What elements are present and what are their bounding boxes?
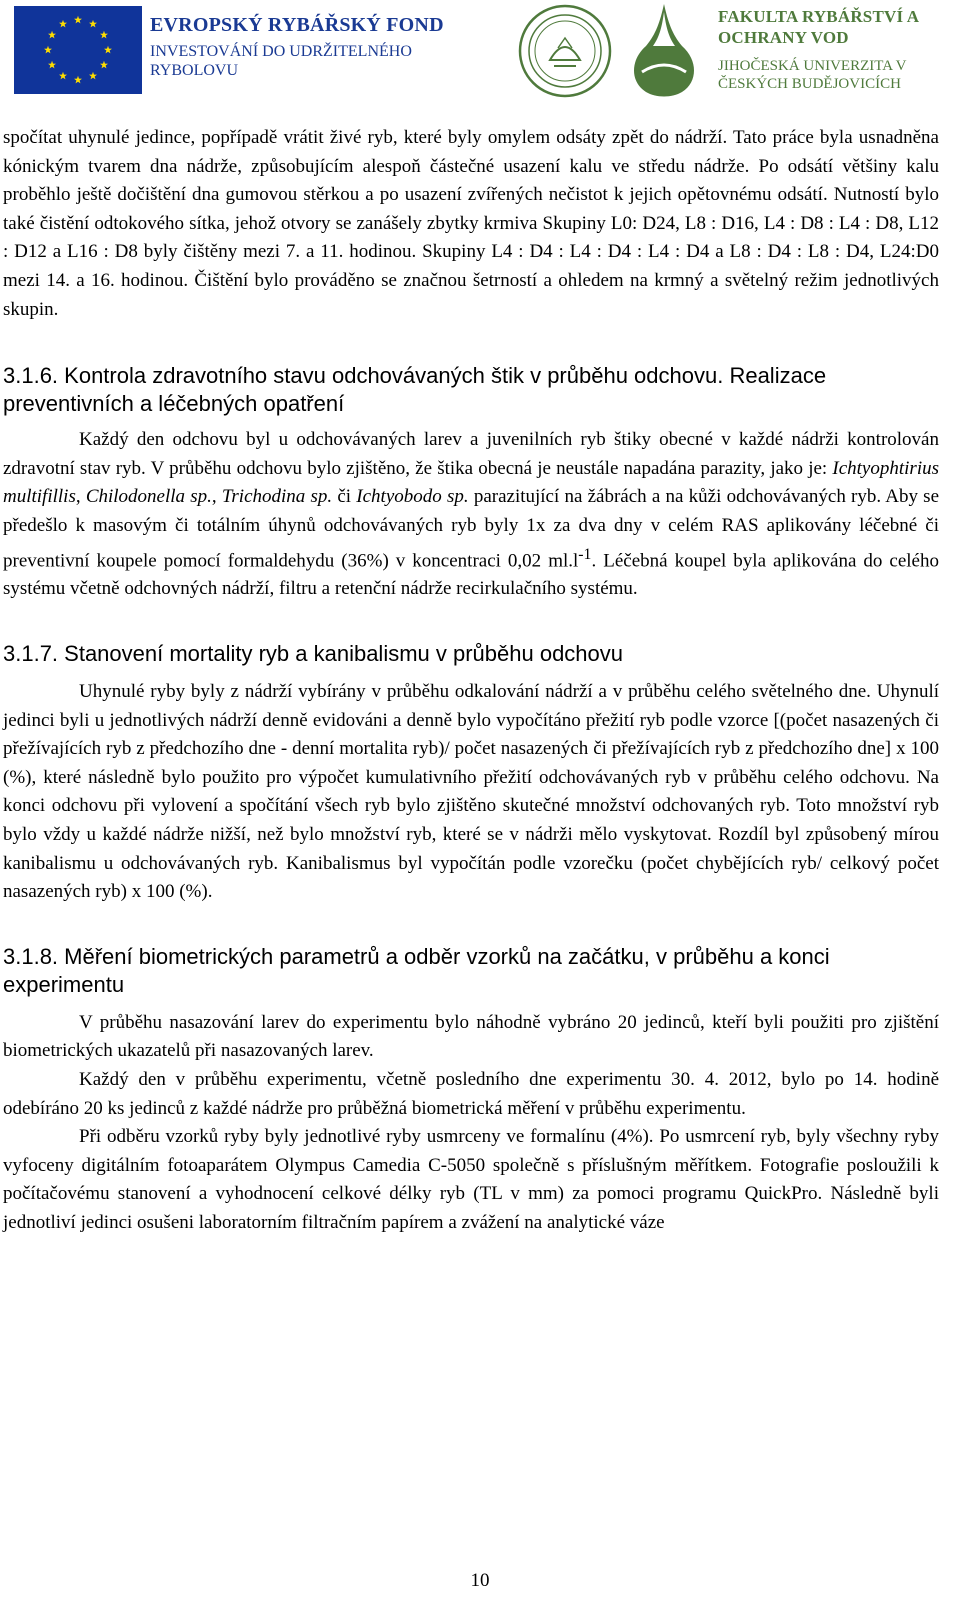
section-3-1-8-paragraph-2: Každý den v průběhu experimentu, včetně posledního dne experimentu 30. 4. 2012, bylo po 14. hodině odebíráno 20 ks jedinců z každé nádrže pro průběžná biometrická měření v průběhu experimentu.: [3, 1068, 939, 1119]
text-run: Každý den odchovu byl u odchovávaných larev a juvenilních ryb štiky obecné v každé nádrži kontrolován zdravotní stav ryb. V průběhu odchovu bylo zjištěno, že štika obecná je neustále napadána parazity, jako je:: [3, 429, 939, 479]
section-3-1-7-paragraph: Uhynulé ryby byly z nádrží vybírány v průběhu odkalování nádrží a v průběhu celého světelného dne. Uhynulí jedinci byli u jednotlivých nádrží denně evidováni a denně bylo vypočítáno přežití ryb podle vzorce [(počet nasazených či přežívajících ryb z předchozího dne - denní mortalita ryb)/ počet nasazených či přežívajících ryb z předchozího dne] x 100 (%), které následně bylo použito pro výpočet kumulativního přežití odchovávaných ryb v průběhu celého odchovu. Na konci odchovu při vylovení a spočítání všech ryb bylo zjištěno skutečné množství odchovaných ryb. Toto množství ryb bylo vždy u každé nádrže nižší, než bylo množství ryb, které se v nádrži mělo vyskytovat. Rozdíl byl způsobený mírou kanibalismu u odchovávaných ryb. Kanibalismus byl vypočítán podle vzorečku (počet chybějících ryb/ celkový počet nasazených ryb) x 100 (%).: [3, 681, 939, 903]
university-name: JIHOČESKÁ UNIVERZITA V ČESKÝCH BUDĚJOVICÍCH: [718, 58, 907, 92]
text-run: ,: [211, 486, 222, 508]
section-3-1-7-heading: 3.1.7. Stanovení mortality ryb a kanibalismu v průběhu odchovu: [3, 641, 624, 667]
text-run: . Léčebná koupel byla aplikována do celého systému včetně odchovných nádrží, filtru a retenční nádrže recirkulačního systému.: [3, 549, 939, 600]
section-3-1-8-paragraph-1: V průběhu nasazování larev do experimentu bylo náhodně vybráno 20 jedinců, kteří byli použiti pro zjištění biometrických ukazatelů při nasazovaných larev.: [3, 1011, 939, 1062]
section-3-1-6-paragraph: [3, 426, 939, 604]
eu-fund-subtitle: INVESTOVÁNÍ DO UDRŽITELNÉHO RYBOLOVU: [150, 43, 412, 79]
university-seal-logo: [518, 4, 612, 98]
faculty-block: [718, 6, 958, 93]
species-name: Chilodonella sp.: [85, 486, 212, 508]
species-name: Trichodina sp.: [221, 486, 333, 508]
section-3-1-8-paragraph-3: Při odběru vzorků ryby byly jednotlivé ryby usmrceny ve formalínu (4%). Po usmrcení ryb, byly všechny ryby vyfoceny digitálním fotoaparátem Olympus Camedia C-5050 společně s příslušným měřítkem. Fotografie posloužili k počítačovému stanovení a vyhodnocení celkové délky ryb (TL v mm) za pomoci programu QuickPro. Následně byli jednotliví jedinci osušeni laboratorním filtračním papírem a zvážení na analytické váze: [3, 1126, 939, 1233]
species-name: Ichtyobodo sp.: [356, 486, 469, 508]
superscript: -1: [578, 545, 592, 563]
section-3-1-8-heading: 3.1.8. Měření biometrických parametrů a odběr vzorků na začátku, v průběhu a konci experimentu: [3, 943, 830, 997]
faculty-drop-logo: [620, 2, 708, 100]
section-3-1-6-heading: 3.1.6. Kontrola zdravotního stavu odchovávaných štik v průběhu odchovu. Realizace preventivních a léčebných opatření: [3, 363, 827, 417]
text-run: či: [332, 486, 357, 508]
text-run: ,: [75, 486, 86, 508]
species-name: Ichtyophtirius multifillis: [3, 457, 939, 508]
faculty-title: FAKULTA RYBÁŘSTVÍ A OCHRANY VOD: [718, 7, 919, 47]
page-number: 10: [470, 1570, 490, 1591]
page-header: [0, 0, 960, 112]
eu-flag-logo: [14, 6, 142, 94]
eu-fund-title: EVROPSKÝ RYBÁŘSKÝ FOND: [150, 14, 444, 36]
intro-paragraph: spočítat uhynulé jedince, popřípadě vrátit živé ryb, které byly omylem odsáty zpět do nádrží. Tato práce byla usnadněna kónickým tvarem dna nádrže, způsobujícím alespoň částečné usazení kalu ve středu nádrže. Po odsátí většiny kalu proběhlo ještě dočištění dna gumovou stěrkou a po usazení zvířených nečistot k jejich opětovnému odsátí. Nutností bylo také čistění odtokového sítka, jehož otvory se zanášely zbytky krmiva Skupiny L0: D24, L8 : D16, L4 : D8 : L4 : D8, L12 : D12 a L16 : D8 byly čištěny mezi 7. a 11. hodinou. Skupiny L4 : D4 : L4 : D4 : L4 : D4 a L8 : D4 : L8 : D4, L24:D0 mezi 14. a 16. hodinou. Čištění bylo prováděno se značnou šetrností a ohledem na krmný a světelný režim jednotlivých skupin.: [3, 127, 939, 320]
text-run: parazitující na žábrách a na kůži odchovávaných ryb. Aby se předešlo k masovým či totálním úhynů odchovávaných ryb byly 1x za dva dny v celém RAS aplikovány léčebné či preventivní koupele pomocí formaldehydu (36%) v koncentraci 0,02 ml.l: [3, 486, 940, 571]
document-body: [3, 124, 939, 1238]
